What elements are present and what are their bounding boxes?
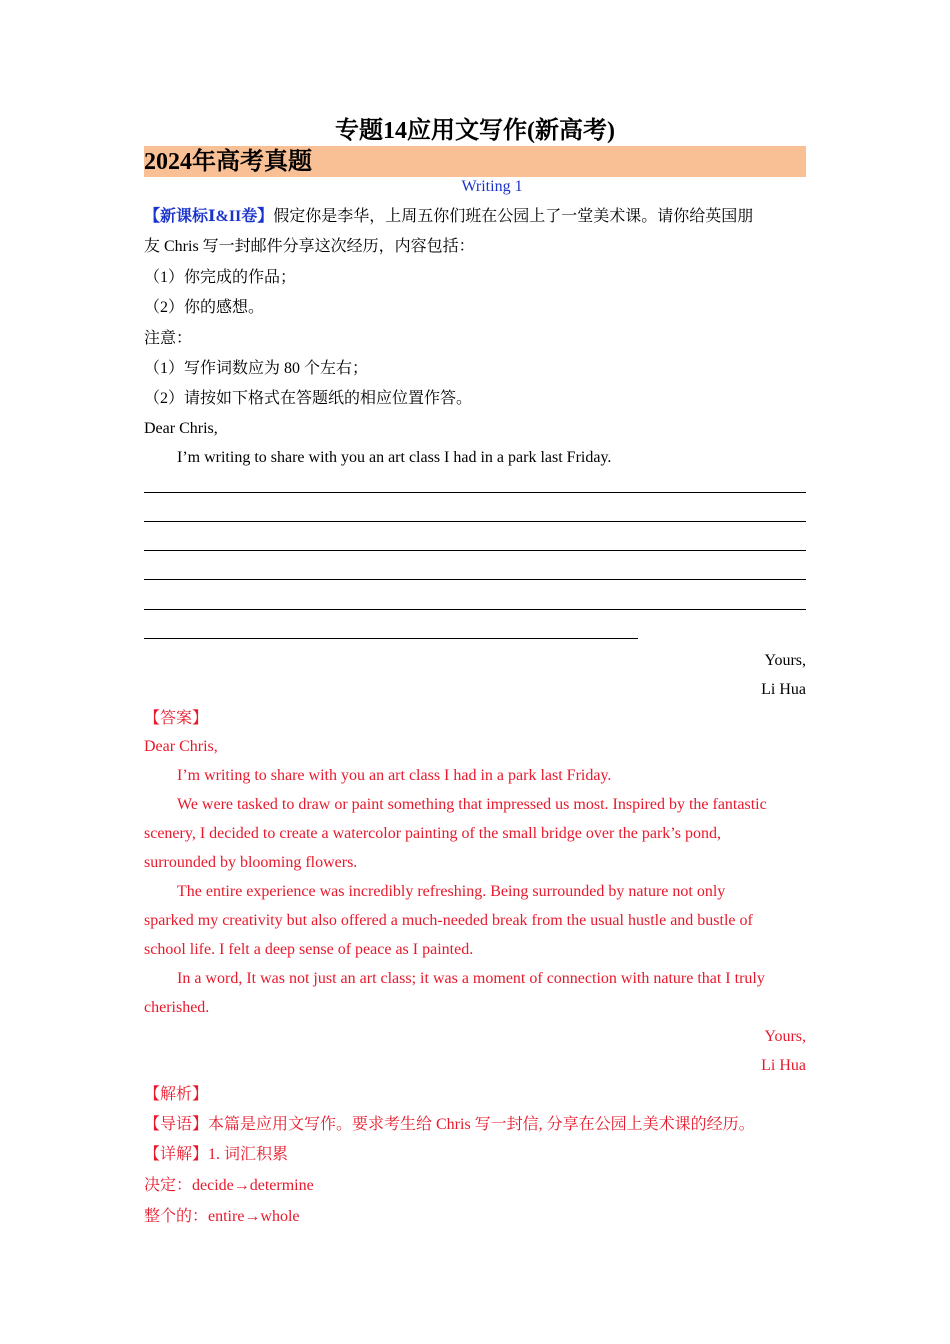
answer-paragraph-1: I’m writing to share with you an art class I had in a park last Friday.	[177, 767, 612, 784]
prompt-text-1: 假定你是李华，上周五你们班在公园上了一堂美术课。请你给英国朋	[273, 208, 754, 225]
answer-paragraph-2-line-3: surrounded by blooming flowers.	[144, 854, 358, 871]
letter-opening: I’m writing to share with you an art class I had in a park last Friday.	[177, 449, 612, 466]
analysis-detail: 【详解】1. 词汇积累	[144, 1146, 289, 1163]
answer-paragraph-3-line-1: The entire experience was incredibly refreshing. Being surrounded by nature not only	[177, 883, 726, 900]
answer-paragraph-3-line-3: school life. I felt a deep sense of peace as I painted.	[144, 941, 474, 958]
note-2: （2）请按如下格式在答题纸的相应位置作答。	[144, 390, 473, 407]
letter-signature: Li Hua	[761, 681, 806, 698]
analysis-label: 【解析】	[144, 1086, 209, 1103]
answer-paragraph-4-line-1: In a word, It was not just an art class; it was a moment of connection with nature that I truly	[177, 970, 765, 987]
vocab-item-2: 整个的：entire→whole	[144, 1208, 300, 1225]
answer-rule-6	[144, 638, 638, 639]
answer-paragraph-3-line-2: sparked my creativity but also offered a much-needed break from the usual hustle and bustle of	[144, 912, 753, 929]
prompt-point-2: （2）你的感想。	[144, 299, 265, 316]
doc-title: 专题14应用文写作(新高考)	[335, 118, 615, 144]
answer-rule-4	[144, 579, 806, 580]
answer-rule-5	[144, 609, 806, 610]
analysis-guide: 【导语】本篇是应用文写作。要求考生给 Chris 写一封信, 分享在公园上美术课的经历。	[144, 1116, 755, 1133]
answer-closing: Yours,	[764, 1028, 806, 1045]
note-label: 注意：	[144, 330, 193, 347]
note-1: （1）写作词数应为 80 个左右；	[144, 360, 369, 377]
prompt-point-1: （1）你完成的作品；	[144, 269, 297, 286]
answer-paragraph-4-line-2: cherished.	[144, 999, 210, 1016]
answer-rule-3	[144, 550, 806, 551]
exam-tag: 【新课标Ⅰ&II卷】	[144, 208, 274, 225]
answer-paragraph-2-line-1: We were tasked to draw or paint something that impressed us most. Inspired by the fantastic	[177, 796, 767, 813]
letter-salutation: Dear Chris,	[144, 420, 218, 437]
answer-salutation: Dear Chris,	[144, 738, 218, 755]
writing-label: Writing 1	[461, 178, 523, 195]
answer-label: 【答案】	[144, 710, 209, 727]
letter-closing: Yours,	[764, 652, 806, 669]
answer-signature: Li Hua	[761, 1057, 806, 1074]
vocab-item-1: 决定：decide→determine	[144, 1177, 314, 1194]
prompt-line-2: 友 Chris 写一封邮件分享这次经历，内容包括：	[144, 238, 475, 255]
prompt-line-1	[144, 206, 753, 228]
answer-rule-2	[144, 521, 806, 522]
answer-paragraph-2-line-2: scenery, I decided to create a watercolor painting of the small bridge over the park’s pond,	[144, 825, 721, 842]
section-banner: 2024年高考真题	[144, 149, 312, 175]
answer-rule-1	[144, 492, 806, 493]
